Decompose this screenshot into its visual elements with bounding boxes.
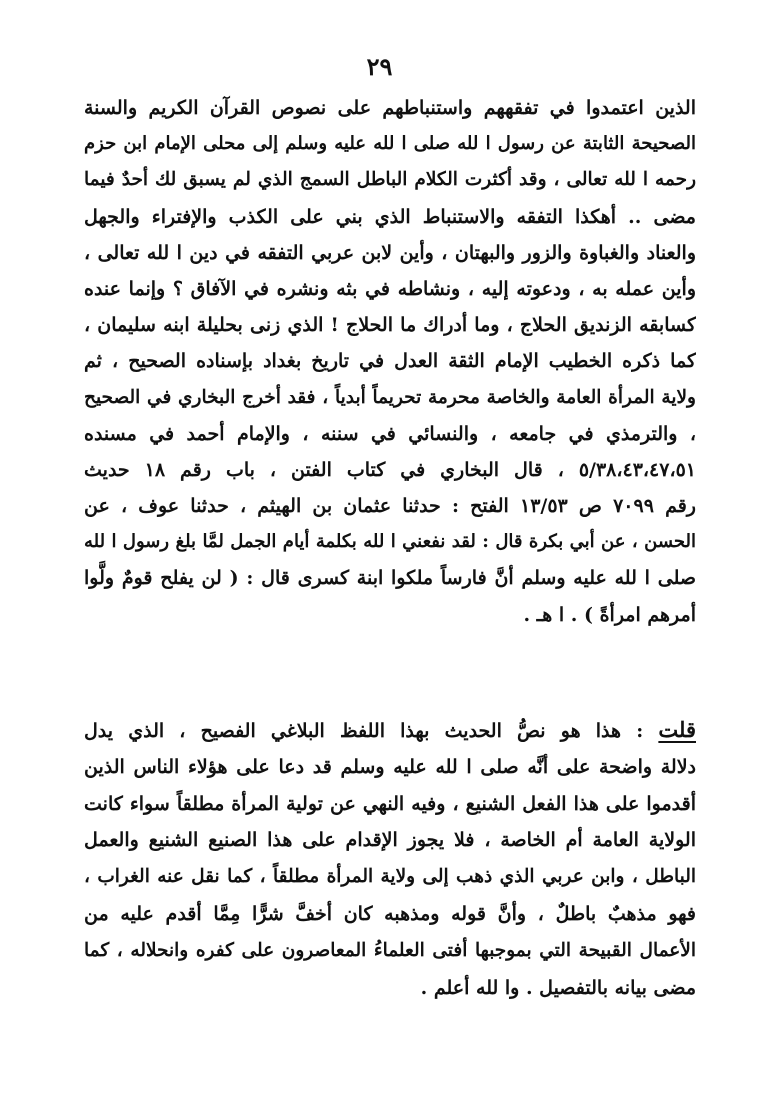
- text-line: الأعمال القبيحة التي بموجبها أفتى العلماءُ المعاصرون على كفره وانحلاله ، كما: [84, 939, 696, 961]
- page-number: ٢٩: [366, 52, 393, 81]
- text-line: دلالة واضحة على أنَّه صلى ا لله عليه وسلم قد دعا على هؤلاء الناس الذين: [84, 755, 696, 778]
- text-line: مضى بيانه بالتفصيل . وا لله أعلم .: [420, 976, 696, 999]
- lead-word: قلت: [658, 717, 696, 742]
- text-line: أمرهم امرأةً ) . ا هـ .: [523, 603, 696, 626]
- text-line: كما ذكره الخطيب الإمام الثقة العدل في تاريخ بغداد بإسناده الصحيح ، ثم: [84, 350, 696, 373]
- paragraph-1: [84, 90, 696, 633]
- text-line: فهو مذهبٌ باطلٌ ، وأنَّ قوله ومذهبه كان أخفَّ شرًّا مِمَّا أقدم عليه من: [84, 902, 696, 925]
- text-line: رقم ٧٠٩٩ ص ١٣/٥٣ الفتح : حدثنا عثمان بن الهيثم ، حدثنا عوف ، عن: [84, 495, 696, 518]
- text-line: الباطل ، وابن عربي الذي ذهب إلى ولاية المرأة مطلقاً ، كما نقل عنه الغراب ،: [84, 866, 696, 888]
- text-line: وأين عمله به ، ودعوته إليه ، ونشاطه في بثه ونشره في الآفاق ؟ وإنما عنده: [84, 277, 696, 300]
- text-line: الذين اعتمدوا في تفقههم واستنباطهم على نصوص القرآن الكريم والسنة: [84, 97, 696, 119]
- text-line: مضى .. أهكذا التفقه والاستنباط الذي بني على الكذب والإفتراء والجهل: [84, 205, 696, 228]
- text-line: ، والترمذي في جامعه ، والنسائي في سننه ، والإمام أحمد في مسنده: [84, 422, 696, 445]
- text-line-first: [84, 712, 696, 749]
- text-line: الصحيحة الثابتة عن رسول ا لله صلى ا لله عليه وسلم إلى محلى الإمام ابن حزم: [84, 133, 696, 155]
- text-line: أقدموا على هذا الفعل الشنيع ، وفيه النهي عن تولية المرأة مطلقاً سواء كانت: [84, 792, 696, 815]
- text-line: صلى ا لله عليه وسلم أنَّ فارساً ملكوا ابنة كسرى قال : ( لن يفلح قومٌ ولَّوا: [84, 567, 696, 590]
- text-line: رحمه ا لله تعالى ، وقد أكثرت الكلام الباطل السمج الذي لم يسبق لك أحدٌ فيما: [84, 169, 696, 191]
- paragraph-2: [84, 712, 696, 1006]
- text-line: ٥/٣٨،٤٣،٤٧،٥١ ، قال البخاري في كتاب الفتن ، باب رقم ١٨ حديث: [84, 458, 696, 481]
- text-line: ولاية المرأة العامة والخاصة محرمة تحريماً أبدياً ، فقد أخرج البخاري في الصحيح: [84, 386, 696, 408]
- text-line: الحسن ، عن أبي بكرة قال : لقد نفعني ا لله بكلمة أيام الجمل لمَّا بلغ رسول ا لله: [84, 531, 696, 553]
- text-line: والعناد والغباوة والزور والبهتان ، وأين لابن عربي التفقه في دين ا لله تعالى ،: [84, 241, 696, 264]
- text-line: كسابقه الزنديق الحلاج ، وما أدراك ما الحلاج ! الذي زنى بحليلة ابنه سليمان ،: [84, 314, 696, 337]
- text-line: الولاية العامة أم الخاصة ، فلا يجوز الإقدام على هذا الصنيع الشنيع والعمل: [84, 829, 696, 852]
- text-line-rest: : هذا هو نصُّ الحديث بهذا اللفظ البلاغي الفصيح ، الذي يدل: [84, 720, 659, 742]
